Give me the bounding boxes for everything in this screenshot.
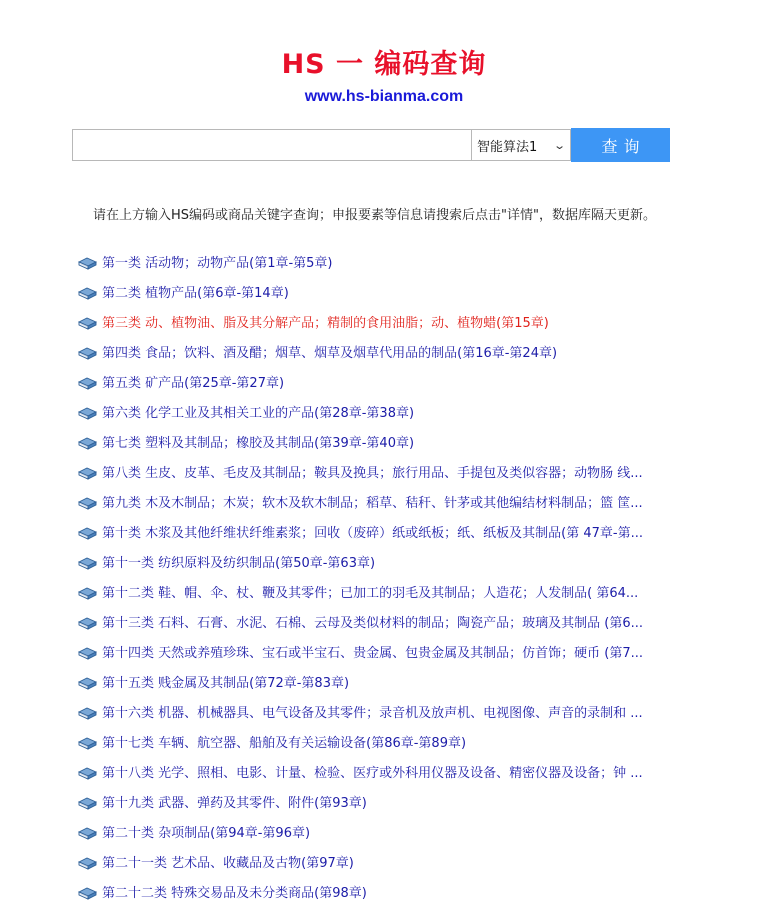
book-icon xyxy=(78,796,97,812)
category-item xyxy=(78,549,688,579)
category-link[interactable]: 第三类 动、植物油、脂及其分解产品；精制的食用油脂；动、植物蜡(第15章) xyxy=(102,316,549,331)
site-title: HS 一 编码查询 xyxy=(281,49,487,80)
site-logo[interactable] xyxy=(0,46,768,108)
category-item xyxy=(78,849,688,879)
book-icon xyxy=(78,586,97,602)
category-link[interactable]: 第二类 植物产品(第6章-第14章) xyxy=(102,286,289,301)
search-bar xyxy=(72,129,670,163)
category-item xyxy=(78,519,688,549)
category-item xyxy=(78,369,688,399)
book-icon xyxy=(78,676,97,692)
search-hint: 请在上方输入HS编码或商品关键字查询；申报要素等信息请搜索后点击"详情"，数据库隔天更新。 xyxy=(93,208,656,223)
algorithm-select[interactable] xyxy=(471,129,571,161)
category-item xyxy=(78,249,688,279)
category-link[interactable]: 第十六类 机器、机械器具、电气设备及其零件；录音机及放声机、电视图像、声音的录制和 ... xyxy=(102,706,643,721)
category-item xyxy=(78,489,688,519)
book-icon xyxy=(78,856,97,872)
book-icon xyxy=(78,646,97,662)
book-icon xyxy=(78,436,97,452)
search-button[interactable]: 查询 xyxy=(571,128,670,162)
category-item xyxy=(78,429,688,459)
category-link[interactable]: 第十四类 天然或养殖珍珠、宝石或半宝石、贵金属、包贵金属及其制品；仿首饰；硬币 (第7... xyxy=(102,646,644,661)
category-link[interactable]: 第十五类 贱金属及其制品(第72章-第83章) xyxy=(102,676,350,691)
category-item xyxy=(78,279,688,309)
category-link[interactable]: 第九类 木及木制品；木炭；软木及软木制品；稻草、秸秆、针茅或其他编结材料制品；篮 筐... xyxy=(102,496,643,511)
chevron-down-icon: ⌄ xyxy=(552,138,566,152)
category-link[interactable]: 第二十一类 艺术品、收藏品及古物(第97章) xyxy=(102,856,354,871)
category-item xyxy=(78,309,688,339)
category-item xyxy=(78,459,688,489)
book-icon xyxy=(78,616,97,632)
book-icon xyxy=(78,466,97,482)
category-link[interactable]: 第一类 活动物；动物产品(第1章-第5章) xyxy=(102,256,333,271)
book-icon xyxy=(78,256,97,272)
category-link[interactable]: 第十九类 武器、弹药及其零件、附件(第93章) xyxy=(102,796,367,811)
category-link[interactable]: 第二十类 杂项制品(第94章-第96章) xyxy=(102,826,311,841)
category-link[interactable]: 第十七类 车辆、航空器、船舶及有关运输设备(第86章-第89章) xyxy=(102,736,467,751)
book-icon xyxy=(78,406,97,422)
category-link[interactable]: 第五类 矿产品(第25章-第27章) xyxy=(102,376,285,391)
book-icon xyxy=(78,286,97,302)
category-link[interactable]: 第十三类 石料、石膏、水泥、石棉、云母及类似材料的制品；陶瓷产品；玻璃及其制品 (第6... xyxy=(102,616,644,631)
category-item xyxy=(78,609,688,639)
search-input[interactable] xyxy=(72,129,471,161)
book-icon xyxy=(78,706,97,722)
category-item xyxy=(78,729,688,759)
category-link[interactable]: 第十一类 纺织原料及纺织制品(第50章-第63章) xyxy=(102,556,376,571)
book-icon xyxy=(78,766,97,782)
book-icon xyxy=(78,346,97,362)
category-item xyxy=(78,759,688,789)
book-icon xyxy=(78,736,97,752)
book-icon xyxy=(78,556,97,572)
book-icon xyxy=(78,886,97,902)
category-item xyxy=(78,879,688,909)
category-item xyxy=(78,669,688,699)
category-item xyxy=(78,399,688,429)
category-item xyxy=(78,639,688,669)
book-icon xyxy=(78,376,97,392)
category-item xyxy=(78,819,688,849)
algorithm-select-value: 智能算法1 xyxy=(477,139,538,155)
category-item xyxy=(78,579,688,609)
book-icon xyxy=(78,826,97,842)
category-item xyxy=(78,339,688,369)
category-link[interactable]: 第二十二类 特殊交易品及未分类商品(第98章) xyxy=(102,886,367,901)
category-link[interactable]: 第十八类 光学、照相、电影、计量、检验、医疗或外科用仪器及设备、精密仪器及设备；钟 ... xyxy=(102,766,643,781)
book-icon xyxy=(78,496,97,512)
category-link[interactable]: 第六类 化学工业及其相关工业的产品(第28章-第38章) xyxy=(102,406,415,421)
category-list xyxy=(78,249,688,909)
category-link[interactable]: 第四类 食品；饮料、酒及醋；烟草、烟草及烟草代用品的制品(第16章-第24章) xyxy=(102,346,558,361)
site-url: www.hs-bianma.com xyxy=(304,88,464,105)
category-link[interactable]: 第十二类 鞋、帽、伞、杖、鞭及其零件；已加工的羽毛及其制品；人造花；人发制品( 第64... xyxy=(102,586,639,601)
category-link[interactable]: 第十类 木浆及其他纤维状纤维素浆；回收（废碎）纸或纸板；纸、纸板及其制品(第 47章-第... xyxy=(102,526,643,541)
book-icon xyxy=(78,316,97,332)
category-item xyxy=(78,699,688,729)
category-link[interactable]: 第八类 生皮、皮革、毛皮及其制品；鞍具及挽具；旅行用品、手提包及类似容器；动物肠 线... xyxy=(102,466,643,481)
category-link[interactable]: 第七类 塑料及其制品；橡胶及其制品(第39章-第40章) xyxy=(102,436,415,451)
category-item xyxy=(78,789,688,819)
book-icon xyxy=(78,526,97,542)
